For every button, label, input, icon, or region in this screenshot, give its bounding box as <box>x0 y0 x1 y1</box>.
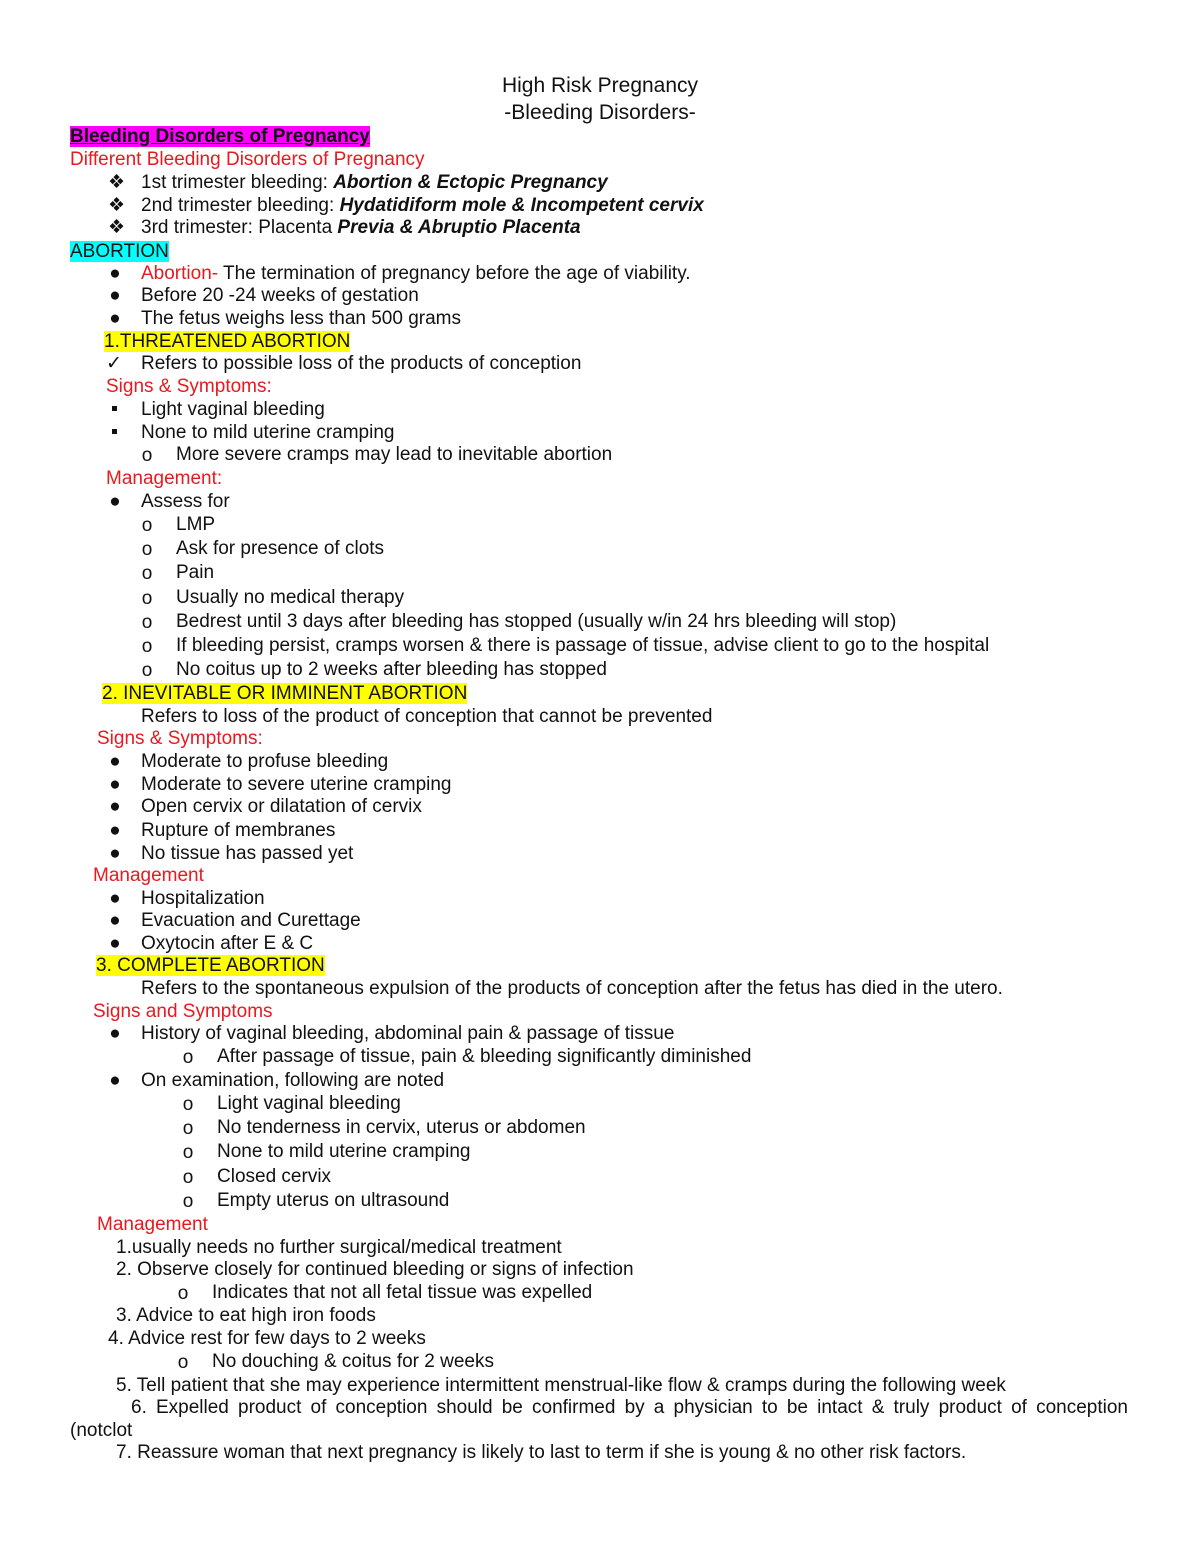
diamond-bullet-icon: ❖ <box>108 217 126 238</box>
management-step-continued: (notclot <box>70 1420 133 1441</box>
o-bullet-icon: o <box>182 1094 194 1115</box>
list-item: Closed cervix <box>217 1166 332 1187</box>
bullet-icon: ● <box>109 910 121 931</box>
o-bullet-icon: o <box>177 1283 189 1304</box>
list-item: LMP <box>176 514 216 535</box>
bullet-icon: ● <box>109 933 121 954</box>
list-item: Assess for <box>141 491 230 512</box>
list-item: History of vaginal bleeding, abdominal pain & passage of tissue <box>141 1023 675 1044</box>
list-item: No douching & coitus for 2 weeks <box>212 1351 494 1372</box>
o-bullet-icon: o <box>141 563 153 584</box>
o-bullet-icon: o <box>141 445 153 466</box>
list-item: Empty uterus on ultrasound <box>217 1190 450 1211</box>
document-subtitle: -Bleeding Disorders- <box>504 101 696 124</box>
signs-label: Signs and Symptoms <box>93 1001 273 1022</box>
management-step: 1.usually needs no further surgical/medical treatment <box>116 1237 562 1258</box>
list-item: The fetus weighs less than 500 grams <box>141 308 462 329</box>
management-step: 2. Observe closely for continued bleeding or signs of infection <box>116 1259 634 1280</box>
bullet-icon: ● <box>109 308 121 329</box>
signs-label: Signs & Symptoms: <box>97 728 263 749</box>
bullet-icon: ● <box>109 1070 121 1091</box>
o-bullet-icon: o <box>182 1191 194 1212</box>
list-item: Light vaginal bleeding <box>217 1093 401 1114</box>
inevitable-heading: 2. INEVITABLE OR IMMINENT ABORTION <box>102 683 468 704</box>
list-item: Bedrest until 3 days after bleeding has stopped (usually w/in 24 hrs bleeding will stop) <box>176 611 897 632</box>
list-item: Indicates that not all fetal tissue was expelled <box>212 1282 593 1303</box>
o-bullet-icon: o <box>141 612 153 633</box>
complete-heading: 3. COMPLETE ABORTION <box>96 955 325 976</box>
section-heading: Bleeding Disorders of Pregnancy <box>70 126 370 147</box>
intro-item: 1st trimester bleeding: Abortion & Ectopic Pregnancy <box>141 172 608 193</box>
list-item: Moderate to profuse bleeding <box>141 751 389 772</box>
bullet-icon: ● <box>109 774 121 795</box>
o-bullet-icon: o <box>182 1142 194 1163</box>
o-bullet-icon: o <box>182 1047 194 1068</box>
list-item: Usually no medical therapy <box>176 587 405 608</box>
list-item: Pain <box>176 562 215 583</box>
abortion-heading: ABORTION <box>70 241 169 262</box>
o-bullet-icon: o <box>141 636 153 657</box>
o-bullet-icon: o <box>182 1167 194 1188</box>
list-item: No coitus up to 2 weeks after bleeding has stopped <box>176 659 607 680</box>
o-bullet-icon: o <box>141 660 153 681</box>
threatened-heading: 1.THREATENED ABORTION <box>104 331 351 352</box>
diamond-bullet-icon: ❖ <box>108 172 126 193</box>
list-item: Ask for presence of clots <box>176 538 385 559</box>
diamond-bullet-icon: ❖ <box>108 195 126 216</box>
management-label: Management: <box>106 468 223 489</box>
intro-heading: Different Bleeding Disorders of Pregnancy <box>70 149 425 170</box>
management-label: Management <box>93 865 204 886</box>
management-step: 3. Advice to eat high iron foods <box>116 1305 376 1326</box>
list-item: No tissue has passed yet <box>141 843 354 864</box>
intro-item: 2nd trimester bleeding: Hydatidiform mole & Incompetent cervix <box>141 195 704 216</box>
bullet-icon: ● <box>109 285 121 306</box>
bullet-icon: ● <box>109 796 121 817</box>
list-item: None to mild uterine cramping <box>217 1141 471 1162</box>
list-item: Refers to possible loss of the products of conception <box>141 353 582 374</box>
inevitable-description: Refers to loss of the product of conception that cannot be prevented <box>141 706 713 727</box>
o-bullet-icon: o <box>182 1118 194 1139</box>
management-label: Management <box>97 1214 208 1235</box>
checkmark-icon: ✓ <box>106 353 122 374</box>
list-item: More severe cramps may lead to inevitable abortion <box>176 444 613 465</box>
o-bullet-icon: o <box>141 539 153 560</box>
list-item: Evacuation and Curettage <box>141 910 361 931</box>
abortion-definition: Abortion- The termination of pregnancy before the age of viability. <box>141 263 691 284</box>
bullet-icon: ● <box>109 820 121 841</box>
o-bullet-icon: o <box>141 515 153 536</box>
list-item: Rupture of membranes <box>141 820 336 841</box>
bullet-icon: ● <box>109 491 121 512</box>
list-item: No tenderness in cervix, uterus or abdomen <box>217 1117 586 1138</box>
bullet-icon: ● <box>109 843 121 864</box>
intro-item: 3rd trimester: Placenta Previa & Abruptio Placenta <box>141 217 581 238</box>
management-step: 5. Tell patient that she may experience intermittent menstrual-like flow & cramps during the following week <box>116 1375 1006 1396</box>
management-step: 7. Reassure woman that next pregnancy is likely to last to term if she is young & no other risk factors. <box>116 1442 967 1463</box>
management-step: 6. Expelled product of conception should be confirmed by a physician to be intact & truly product of conception <box>131 1397 1128 1418</box>
list-item: On examination, following are noted <box>141 1070 445 1091</box>
bullet-icon: ● <box>109 1023 121 1044</box>
list-item: None to mild uterine cramping <box>141 422 395 443</box>
list-item: Light vaginal bleeding <box>141 399 325 420</box>
document-title: High Risk Pregnancy <box>501 74 699 97</box>
list-item: If bleeding persist, cramps worsen & there is passage of tissue, advise client to go to the hospital <box>176 635 990 656</box>
signs-label: Signs & Symptoms: <box>106 376 272 397</box>
list-item: Before 20 -24 weeks of gestation <box>141 285 419 306</box>
management-step: 4. Advice rest for few days to 2 weeks <box>108 1328 426 1349</box>
list-item: Moderate to severe uterine cramping <box>141 774 452 795</box>
bullet-icon: ● <box>109 751 121 772</box>
list-item: Oxytocin after E & C <box>141 933 314 954</box>
o-bullet-icon: o <box>177 1352 189 1373</box>
list-item: Hospitalization <box>141 888 265 909</box>
o-bullet-icon: o <box>141 588 153 609</box>
bullet-icon: ● <box>109 263 121 284</box>
list-item: Open cervix or dilatation of cervix <box>141 796 422 817</box>
list-item: After passage of tissue, pain & bleeding significantly diminished <box>217 1046 752 1067</box>
square-bullet-icon <box>112 406 117 411</box>
bullet-icon: ● <box>109 888 121 909</box>
square-bullet-icon <box>112 429 117 434</box>
complete-description: Refers to the spontaneous expulsion of the products of conception after the fetus has died in the utero. <box>141 978 1003 999</box>
